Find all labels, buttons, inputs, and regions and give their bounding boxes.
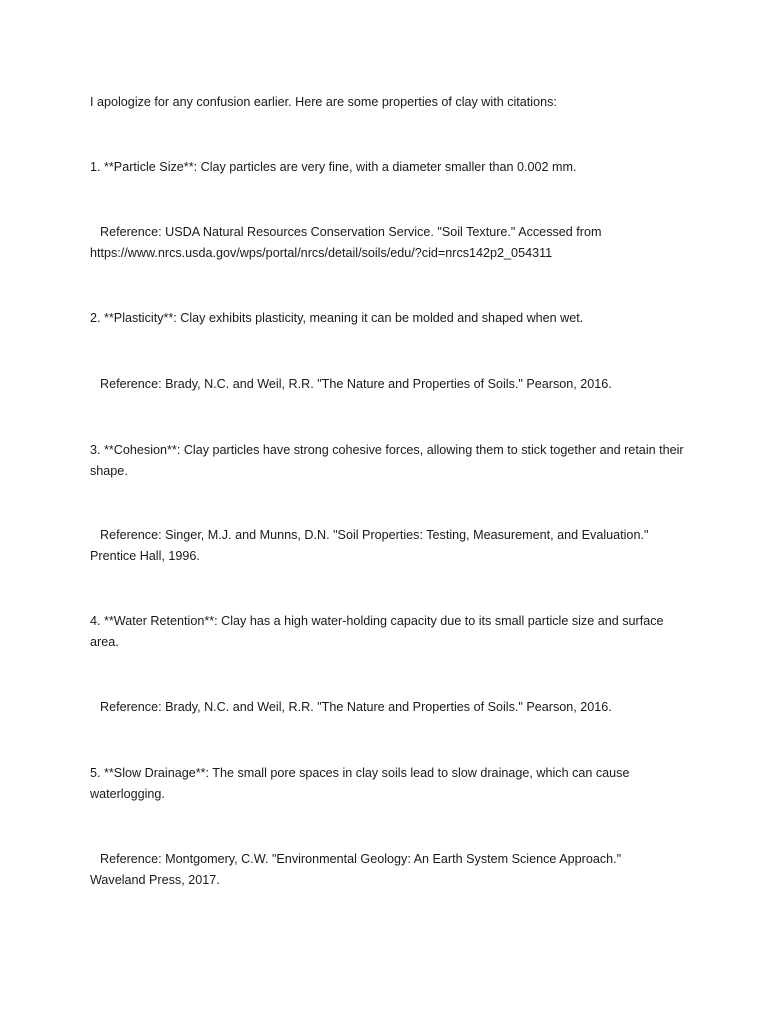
reference-line: Reference: Brady, N.C. and Weil, R.R. "The Nature and Properties of Soils." Pearson, 2016.	[100, 700, 612, 714]
reference-line: Reference: Montgomery, C.W. "Environmental Geology: An Earth System Science Approach."	[100, 852, 622, 866]
intro-paragraph: I apologize for any confusion earlier. Here are some properties of clay with citations:	[90, 95, 557, 109]
property-plasticity: 2. **Plasticity**: Clay exhibits plasticity, meaning it can be molded and shaped when wet.	[90, 311, 584, 325]
property-water-retention: 4. **Water Retention**: Clay has a high water-holding capacity due to its small particle size and surface area.	[90, 614, 664, 649]
reference-slow-drainage	[90, 849, 690, 891]
reference-particle-size	[90, 222, 690, 264]
document-page	[90, 0, 690, 1024]
reference-line: https://www.nrcs.usda.gov/wps/portal/nrcs/detail/soils/edu/?cid=nrcs142p2_054311	[90, 246, 553, 260]
reference-line: Reference: Singer, M.J. and Munns, D.N. "Soil Properties: Testing, Measurement, and Evaluation."	[100, 528, 649, 542]
property-cohesion: 3. **Cohesion**: Clay particles have strong cohesive forces, allowing them to stick together and retain their shape.	[90, 443, 684, 478]
property-particle-size: 1. **Particle Size**: Clay particles are very fine, with a diameter smaller than 0.002 mm.	[90, 160, 577, 174]
reference-line: Waveland Press, 2017.	[90, 873, 220, 887]
reference-line: Prentice Hall, 1996.	[90, 549, 200, 563]
reference-water-retention	[90, 697, 690, 718]
reference-cohesion	[90, 525, 690, 567]
reference-plasticity	[90, 374, 690, 395]
reference-line: Reference: USDA Natural Resources Conservation Service. "Soil Texture." Accessed from	[100, 225, 602, 239]
property-slow-drainage: 5. **Slow Drainage**: The small pore spaces in clay soils lead to slow drainage, which can cause waterlogging.	[90, 766, 630, 801]
reference-line: Reference: Brady, N.C. and Weil, R.R. "The Nature and Properties of Soils." Pearson, 2016.	[100, 377, 612, 391]
